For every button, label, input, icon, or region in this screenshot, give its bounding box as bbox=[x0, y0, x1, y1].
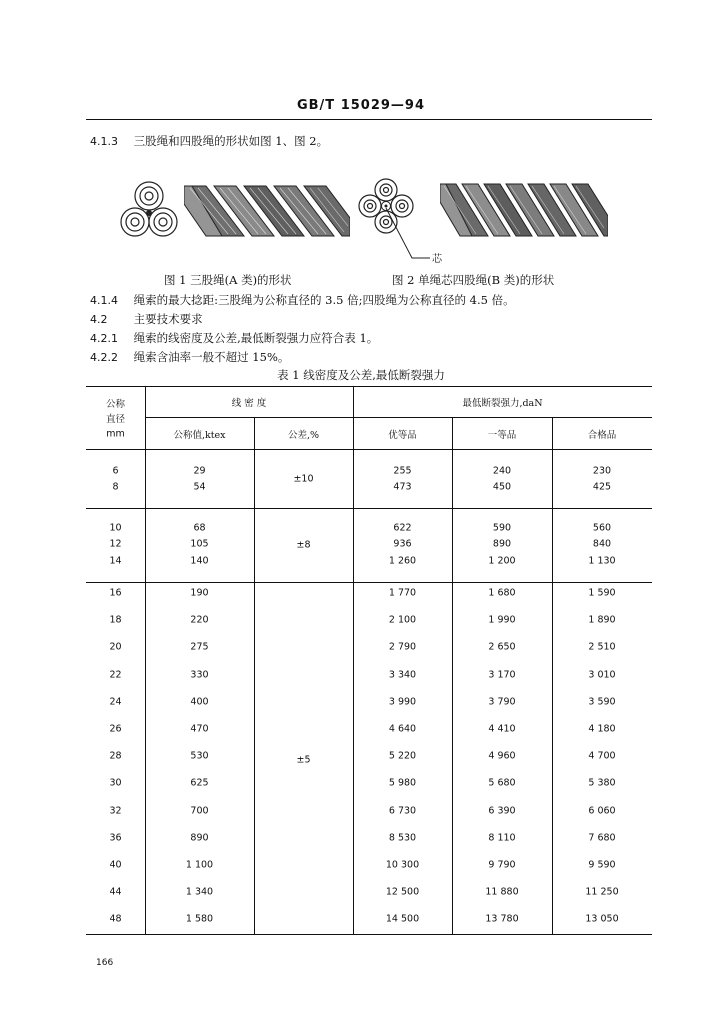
cell-superior: 6 730 bbox=[388, 805, 417, 817]
cell-qualified: 4 700 bbox=[588, 750, 616, 762]
cell-nominal-ktex: 470 bbox=[190, 723, 209, 735]
clause-4-1-4 bbox=[90, 292, 515, 308]
cell-nominal-ktex: 1 580 bbox=[185, 913, 214, 925]
cell-first-grade: 4 960 bbox=[488, 750, 516, 762]
cell-superior: 1 770 bbox=[388, 587, 417, 599]
cell-diameter: 26 bbox=[109, 723, 122, 735]
group-rule-2 bbox=[86, 582, 652, 583]
header-grade-qualified: 合格品 bbox=[587, 430, 617, 441]
cell-qualified: 230 bbox=[592, 465, 612, 477]
cell-nominal-ktex: 190 bbox=[190, 587, 209, 599]
cell-qualified: 840 bbox=[592, 538, 612, 550]
cell-first-grade: 2 650 bbox=[488, 641, 516, 653]
cell-superior: 3 990 bbox=[388, 696, 417, 708]
cell-superior: 5 220 bbox=[388, 750, 417, 762]
cell-diameter: 24 bbox=[109, 696, 122, 708]
cell-nominal-ktex: 330 bbox=[190, 669, 209, 681]
cell-nominal-ktex: 275 bbox=[190, 641, 209, 653]
cell-qualified: 3 590 bbox=[588, 696, 616, 708]
cell-nominal-ktex: 105 bbox=[190, 538, 209, 550]
clause-number: 4.2 bbox=[90, 313, 108, 326]
cell-diameter: 8 bbox=[112, 481, 119, 493]
cell-first-grade: 9 790 bbox=[488, 859, 516, 871]
cell-nominal-ktex: 400 bbox=[190, 696, 209, 708]
group-rule-1 bbox=[86, 508, 652, 509]
table-bottom-rule bbox=[86, 934, 652, 935]
cell-nominal-ktex: 68 bbox=[193, 522, 206, 534]
header-diameter-unit: mm bbox=[106, 428, 125, 440]
cell-superior: 622 bbox=[393, 522, 412, 534]
cell-nominal-ktex: 1 340 bbox=[185, 886, 214, 898]
clause-4-2 bbox=[90, 311, 203, 327]
header-diameter-line1: 公称 bbox=[105, 399, 125, 410]
cell-qualified: 6 060 bbox=[588, 805, 616, 817]
clause-text: 主要技术要求 bbox=[133, 312, 203, 326]
cell-diameter: 36 bbox=[109, 832, 122, 844]
tolerance-group-3: ±5 bbox=[296, 754, 311, 766]
table-title: 表 1 线密度及公差,最低断裂强力 bbox=[277, 368, 445, 382]
cell-qualified: 7 680 bbox=[588, 832, 616, 844]
cell-first-grade: 890 bbox=[492, 538, 512, 550]
clause-text: 绳索含油率一般不超过 15%。 bbox=[133, 350, 290, 364]
cell-qualified: 425 bbox=[592, 481, 612, 493]
cell-diameter: 30 bbox=[109, 777, 122, 789]
table-top-rule bbox=[86, 386, 652, 387]
cell-qualified: 1 130 bbox=[588, 555, 616, 567]
cell-qualified: 4 180 bbox=[588, 723, 616, 735]
clause-text: 三股绳和四股绳的形状如图 1、图 2。 bbox=[133, 134, 329, 148]
cell-diameter: 10 bbox=[109, 522, 122, 534]
cell-first-grade: 1 680 bbox=[488, 587, 516, 599]
cell-superior: 2 790 bbox=[388, 641, 417, 653]
cell-superior: 5 980 bbox=[388, 777, 417, 789]
cell-first-grade: 4 410 bbox=[488, 723, 516, 735]
cell-nominal-ktex: 890 bbox=[190, 832, 209, 844]
cell-nominal-ktex: 29 bbox=[193, 465, 206, 477]
cell-first-grade: 13 780 bbox=[485, 913, 519, 925]
cell-superior: 2 100 bbox=[388, 614, 417, 626]
cell-diameter: 6 bbox=[112, 465, 119, 477]
cell-qualified: 3 010 bbox=[588, 669, 616, 681]
cell-diameter: 18 bbox=[109, 614, 122, 626]
fig1-caption: 图 1 三股绳(A 类)的形状 bbox=[164, 273, 292, 287]
cell-first-grade: 450 bbox=[492, 481, 512, 493]
cell-diameter: 22 bbox=[109, 669, 122, 681]
cell-first-grade: 5 680 bbox=[488, 777, 516, 789]
cell-superior: 10 300 bbox=[385, 859, 420, 871]
cell-nominal-ktex: 700 bbox=[190, 805, 209, 817]
cell-qualified: 560 bbox=[592, 522, 612, 534]
clause-number: 4.2.1 bbox=[90, 332, 118, 345]
clause-number: 4.1.3 bbox=[90, 135, 118, 148]
header-nominal-ktex: 公称值,ktex bbox=[173, 430, 226, 441]
clause-4-1-3 bbox=[90, 133, 328, 149]
cell-first-grade: 6 390 bbox=[488, 805, 516, 817]
fig2-rope-side-view bbox=[440, 180, 608, 240]
cell-qualified: 2 510 bbox=[588, 641, 616, 653]
cell-first-grade: 1 200 bbox=[488, 555, 516, 567]
cell-first-grade: 3 790 bbox=[488, 696, 516, 708]
cell-diameter: 44 bbox=[109, 886, 122, 898]
cell-first-grade: 590 bbox=[492, 522, 512, 534]
header-mid-rule bbox=[145, 417, 652, 418]
clause-text: 绳索的线密度及公差,最低断裂强力应符合表 1。 bbox=[133, 331, 379, 345]
cell-superior: 12 500 bbox=[385, 886, 420, 898]
cell-nominal-ktex: 140 bbox=[190, 555, 209, 567]
cell-qualified: 5 380 bbox=[588, 777, 616, 789]
cell-diameter: 28 bbox=[109, 750, 122, 762]
cell-diameter: 16 bbox=[109, 587, 122, 599]
cell-nominal-ktex: 530 bbox=[190, 750, 209, 762]
header-grade-first: 一等品 bbox=[487, 430, 517, 441]
fig1-rope-side-view bbox=[184, 180, 350, 242]
cell-qualified: 9 590 bbox=[588, 859, 616, 871]
header-diameter-line2: 直径 bbox=[105, 414, 125, 425]
table-1 bbox=[86, 386, 652, 934]
cell-diameter: 20 bbox=[109, 641, 122, 653]
cell-diameter: 48 bbox=[109, 913, 122, 925]
cell-superior: 8 530 bbox=[388, 832, 417, 844]
cell-nominal-ktex: 54 bbox=[193, 481, 206, 493]
cell-nominal-ktex: 625 bbox=[190, 777, 209, 789]
header-tolerance: 公差,% bbox=[287, 430, 320, 441]
cell-superior: 473 bbox=[393, 481, 412, 493]
header-bottom-rule bbox=[86, 449, 652, 450]
clause-number: 4.2.2 bbox=[90, 351, 118, 364]
col-rule-2 bbox=[254, 417, 255, 934]
fig2-core-label: 芯 bbox=[432, 254, 442, 265]
cell-first-grade: 3 170 bbox=[488, 669, 516, 681]
fig2-caption: 图 2 单绳芯四股绳(B 类)的形状 bbox=[392, 273, 555, 287]
cell-diameter: 14 bbox=[109, 555, 122, 567]
cell-first-grade: 240 bbox=[492, 465, 512, 477]
cell-nominal-ktex: 1 100 bbox=[185, 859, 214, 871]
cell-superior: 255 bbox=[393, 465, 412, 477]
header-grade-superior: 优等品 bbox=[388, 430, 417, 441]
header-linear-density: 线 密 度 bbox=[231, 398, 267, 409]
cell-nominal-ktex: 220 bbox=[190, 614, 209, 626]
cell-qualified: 13 050 bbox=[585, 913, 619, 925]
tolerance-group-2: ±8 bbox=[296, 539, 311, 551]
page-number: 166 bbox=[96, 958, 114, 968]
clause-number: 4.1.4 bbox=[90, 294, 118, 307]
clause-4-2-2 bbox=[90, 349, 289, 365]
cell-superior: 4 640 bbox=[388, 723, 417, 735]
cell-first-grade: 11 880 bbox=[485, 886, 519, 898]
cell-superior: 3 340 bbox=[388, 669, 417, 681]
cell-diameter: 40 bbox=[109, 859, 122, 871]
cell-first-grade: 1 990 bbox=[488, 614, 516, 626]
cell-diameter: 12 bbox=[109, 538, 122, 550]
cell-superior: 14 500 bbox=[385, 913, 420, 925]
cell-superior: 936 bbox=[393, 538, 412, 550]
cell-qualified: 11 250 bbox=[585, 886, 619, 898]
header-rule bbox=[86, 119, 652, 120]
cell-first-grade: 8 110 bbox=[488, 832, 516, 844]
cell-superior: 1 260 bbox=[388, 555, 417, 567]
clause-4-2-1 bbox=[90, 330, 378, 346]
tolerance-group-1: ±10 bbox=[293, 473, 314, 485]
cell-qualified: 1 590 bbox=[588, 587, 616, 599]
fig1-cross-section bbox=[118, 178, 180, 244]
cell-qualified: 1 890 bbox=[588, 614, 616, 626]
cell-diameter: 32 bbox=[109, 805, 122, 817]
document-header: GB/T 15029—94 bbox=[296, 98, 426, 113]
clause-text: 绳索的最大捻距:三股绳为公称直径的 3.5 倍;四股绳为公称直径的 4.5 倍。 bbox=[133, 293, 515, 307]
header-breaking-force: 最低断裂强力,daN bbox=[462, 398, 543, 409]
